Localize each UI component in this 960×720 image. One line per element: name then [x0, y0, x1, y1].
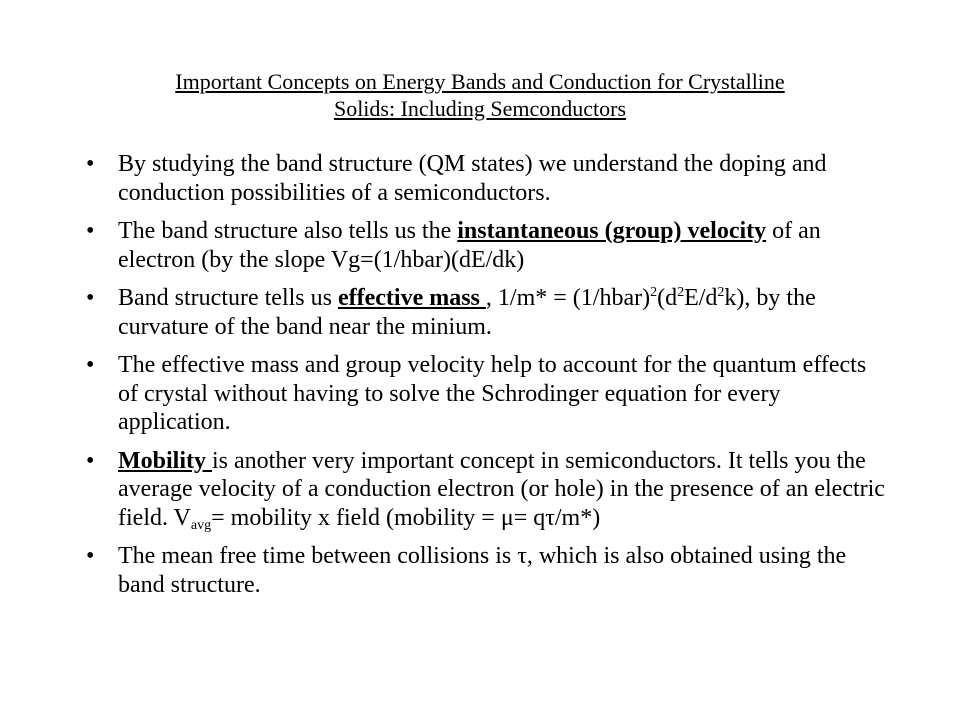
- bullet-text-post: of an electron (by the slope Vg=(1/hbar)(dE/dk): [118, 218, 821, 273]
- subscript-avg: avg: [190, 517, 212, 533]
- title-line-2: Solids: Including Semconductors: [333, 96, 627, 121]
- bullet-text-pre: Band structure tells us: [118, 285, 338, 311]
- formula-part-c: E/d: [684, 285, 718, 311]
- bullet-icon: •: [86, 285, 95, 311]
- formula-part-b: (d: [657, 285, 678, 311]
- bullet-icon: •: [86, 543, 95, 569]
- formula-sup-3: 2: [717, 285, 725, 300]
- bullet-icon: •: [86, 352, 95, 378]
- bullet-item-quantum-effects: [86, 351, 886, 437]
- bullet-item-mean-free-time: [86, 542, 886, 599]
- term-mobility: Mobility: [118, 447, 212, 474]
- bullet-text-pre: The band structure also tells us the: [118, 218, 458, 244]
- bullet-item-effective-mass: [86, 284, 886, 341]
- bullet-item-mobility: [86, 447, 886, 533]
- bullet-text-a: is another very important concept in semiconductors. It tells you the average velocity of a conduction electron (or hole) in the presence of an electric field. V: [118, 447, 885, 531]
- title-line-1: Important Concepts on Energy Bands and Conduction for Crystalline: [175, 69, 785, 94]
- bullet-icon: •: [86, 447, 95, 474]
- bullet-icon: •: [86, 218, 95, 244]
- bullet-item-band-structure: [86, 150, 886, 207]
- bullet-text: The effective mass and group velocity help to account for the quantum effects of crystal without having to solve the Schrodinger equation for every application.: [118, 352, 867, 435]
- bullet-list: [86, 150, 886, 609]
- bullet-text: By studying the band structure (QM states) we understand the doping and conduction possibilities of a semiconductors.: [118, 151, 827, 206]
- formula-part-a: , 1/m* = (1/hbar): [485, 285, 651, 311]
- term-group-velocity: instantaneous (group) velocity: [457, 218, 767, 244]
- formula-part-d: k), by the curvature of the band near the minium.: [118, 285, 816, 340]
- formula-sup-2: 2: [677, 285, 685, 300]
- bullet-text: The mean free time between collisions is τ, which is also obtained using the band structure.: [118, 543, 847, 598]
- slide-title: [96, 68, 864, 122]
- bullet-icon: •: [86, 151, 95, 177]
- bullet-item-group-velocity: [86, 217, 886, 274]
- formula-sup-1: 2: [650, 285, 658, 300]
- bullet-text-b: = mobility x field (mobility = μ= qτ/m*): [211, 504, 601, 531]
- term-effective-mass: effective mass: [337, 285, 486, 311]
